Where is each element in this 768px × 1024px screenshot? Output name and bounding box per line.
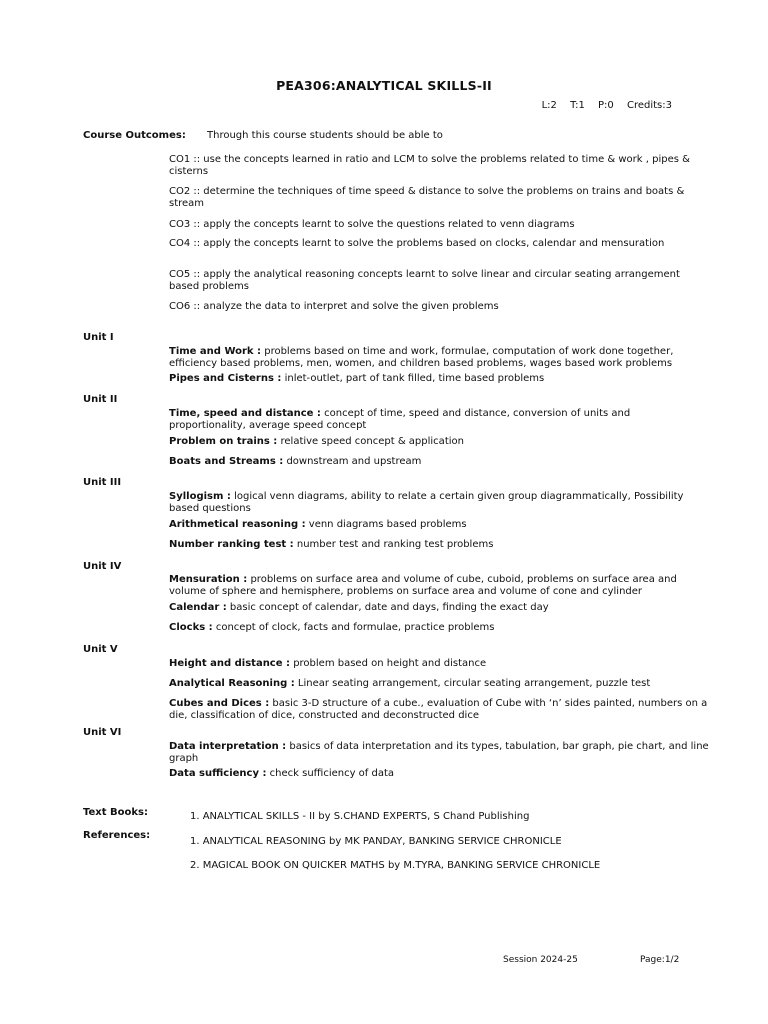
unit-2-topic-3: Boats and Streams : downstream and upstream — [169, 456, 422, 467]
page-title: PEA306:ANALYTICAL SKILLS-II — [276, 78, 492, 93]
unit-5-topic-1: Height and distance : problem based on height and distance — [169, 658, 487, 669]
course-outcome-6: CO6 :: analyze the data to interpret and solve the given problems — [169, 301, 499, 312]
course-outcome-2: CO2 :: determine the techniques of time speed & distance to solve the problems on trains and boats & stream — [169, 186, 685, 209]
credits-value: Credits:3 — [626, 100, 672, 111]
reference-1: 1. ANALYTICAL REASONING by MK PANDAY, BANKING SERVICE CHRONICLE — [190, 836, 562, 847]
page-number: Page:1/2 — [640, 955, 680, 965]
lecture-hours: L:2 — [541, 100, 557, 111]
unit-6-topic-2: Data sufficiency : check sufficiency of data — [169, 768, 395, 779]
reference-2: 2. MAGICAL BOOK ON QUICKER MATHS by M.TYRA, BANKING SERVICE CHRONICLE — [190, 860, 601, 871]
course-outcome-3: CO3 :: apply the concepts learnt to solve the questions related to venn diagrams — [169, 219, 575, 230]
course-outcome-5: CO5 :: apply the analytical reasoning concepts learnt to solve linear and circular seating arrangement based problems — [169, 269, 680, 292]
unit-5-label: Unit V — [83, 644, 118, 655]
course-outcomes-label: Course Outcomes: — [83, 130, 186, 141]
unit-6-topic-1: Data interpretation : basics of data interpretation and its types, tabulation, bar graph, pie chart, and line graph — [169, 741, 709, 764]
credits-line — [532, 100, 672, 111]
unit-3-topic-2: Arithmetical reasoning : venn diagrams based problems — [169, 519, 467, 530]
unit-4-topic-1: Mensuration : problems on surface area and volume of cube, cuboid, problems on surface area and volume of sphere and hemisphere, problems on surface area and volume of cone and cylinder — [169, 574, 677, 597]
unit-1-topic-2: Pipes and Cisterns : inlet-outlet, part of tank filled, time based problems — [169, 373, 545, 384]
unit-3-label: Unit III — [83, 477, 122, 488]
text-book-1: 1. ANALYTICAL SKILLS - II by S.CHAND EXPERTS, S Chand Publishing — [190, 811, 530, 822]
tutorial-hours: T:1 — [570, 100, 585, 111]
unit-3-topic-3: Number ranking test : number test and ranking test problems — [169, 539, 494, 550]
practical-hours: P:0 — [598, 100, 614, 111]
course-outcomes-intro: Through this course students should be able to — [207, 130, 443, 141]
unit-1-label: Unit I — [83, 332, 114, 343]
unit-6-label: Unit VI — [83, 727, 122, 738]
unit-2-topic-1: Time, speed and distance : concept of time, speed and distance, conversion of units and proportionality, average speed concept — [169, 408, 631, 431]
references-label: References: — [83, 830, 151, 841]
unit-3-topic-1: Syllogism : logical venn diagrams, ability to relate a certain given group diagrammatically, Possibility based questions — [169, 491, 684, 514]
text-books-label: Text Books: — [83, 807, 148, 818]
unit-2-label: Unit II — [83, 394, 118, 405]
course-outcome-1: CO1 :: use the concepts learned in ratio and LCM to solve the problems related to time & work , pipes & cisterns — [169, 154, 690, 177]
session-label: Session 2024-25 — [503, 955, 578, 965]
unit-1-topic-1: Time and Work : problems based on time and work, formulae, computation of work done together, efficiency based problems, men, women, and children based problems, wages based work problems — [169, 346, 674, 369]
unit-5-topic-2: Analytical Reasoning : Linear seating arrangement, circular seating arrangement, puzzle test — [169, 678, 651, 689]
course-outcome-4: CO4 :: apply the concepts learnt to solve the problems based on clocks, calendar and mensuration — [169, 238, 665, 249]
unit-4-topic-2: Calendar : basic concept of calendar, date and days, finding the exact day — [169, 602, 549, 613]
unit-2-topic-2: Problem on trains : relative speed concept & application — [169, 436, 464, 447]
unit-4-label: Unit IV — [83, 561, 122, 572]
unit-5-topic-3: Cubes and Dices : basic 3-D structure of a cube., evaluation of Cube with ‘n’ sides painted, numbers on a die, classification of dice, constructed and deconstructed dice — [169, 698, 708, 721]
unit-4-topic-3: Clocks : concept of clock, facts and formulae, practice problems — [169, 622, 495, 633]
